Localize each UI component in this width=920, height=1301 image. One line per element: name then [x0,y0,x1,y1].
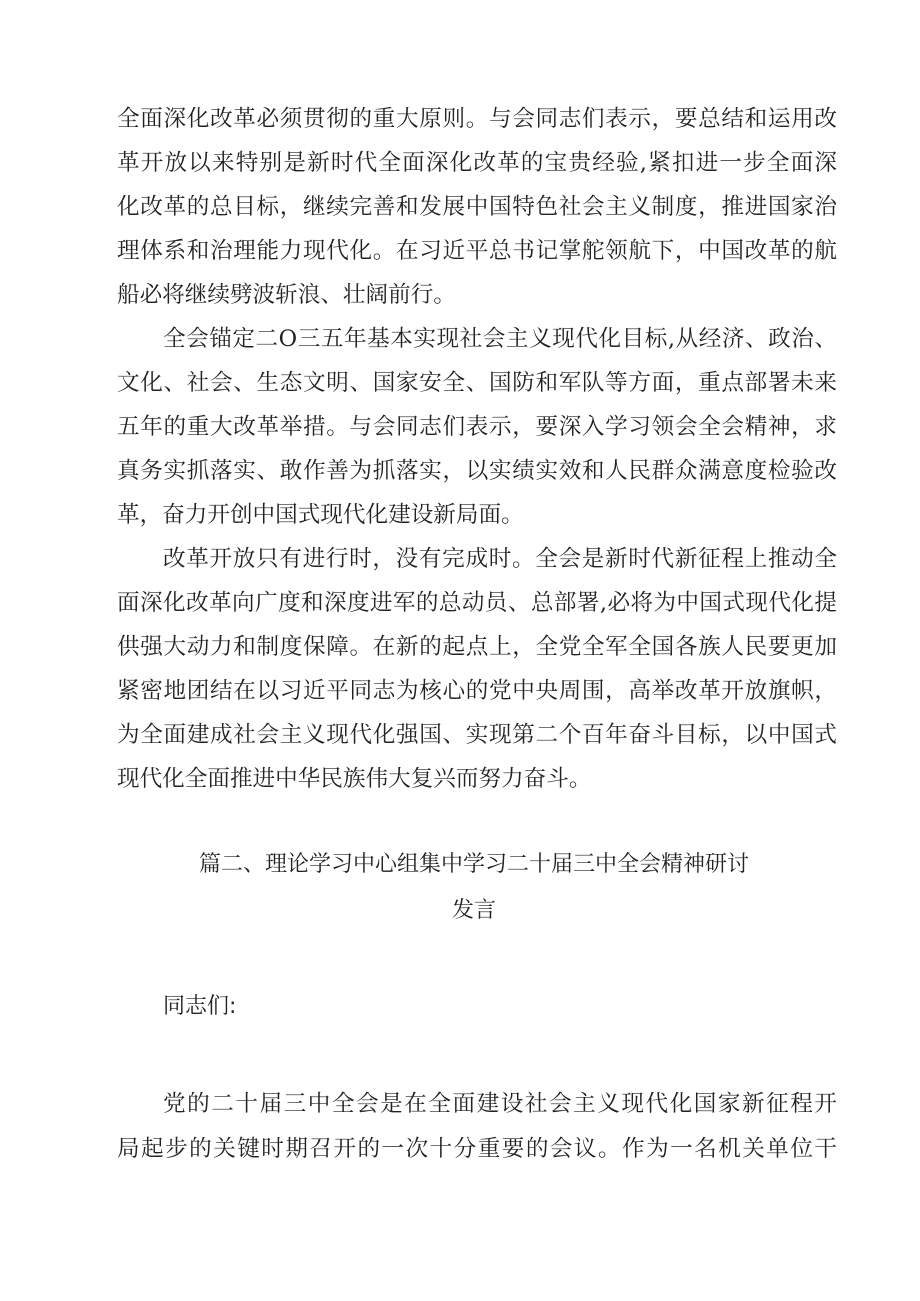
paragraph-3-line-5: 为全面建成社会主义现代化强国、实现第二个百年奋斗目标，以中国式 [117,722,837,748]
paragraph-2-line-4: 真务实抓落实、敢作善为抓落实，以实绩实效和人民群众满意度检验改 [117,458,837,484]
paragraph-4-line-1: 党的二十届三中全会是在全面建设社会主义现代化国家新征程开 [163,1091,837,1117]
paragraph-1-line-3: 化改革的总目标，继续完善和发展中国特色社会主义制度，推进国家治 [117,194,837,220]
paragraph-2-line-2: 文化、社会、生态文明、国家安全、国防和军队等方面，重点部署未来 [117,370,837,396]
paragraph-3-line-2: 面深化改革向广度和深度进军的总动员、总部署,必将为中国式现代化提 [117,590,837,616]
paragraph-1-line-5: 船必将继续劈波斩浪、壮阔前行。 [117,282,456,308]
paragraph-2-line-1: 全会锚定二O三五年基本实现社会主义现代化目标,从经济、政治、 [163,326,837,352]
section-heading-line-1: 篇二、理论学习中心组集中学习二十届三中全会精神研讨 [198,852,749,877]
paragraph-3-line-1: 改革开放只有进行时，没有完成时。全会是新时代新征程上推动全 [163,546,837,572]
paragraph-1-line-2: 革开放以来特别是新时代全面深化改革的宝贵经验,紧扣进一步全面深 [117,150,837,176]
paragraph-2-line-3: 五年的重大改革举措。与会同志们表示，要深入学习领会全会精神，求 [117,414,837,440]
paragraph-4-line-2: 局起步的关键时期召开的一次十分重要的会议。作为一名机关单位干 [117,1136,837,1162]
paragraph-1-line-4: 理体系和治理能力现代化。在习近平总书记掌舵领航下，中国改革的航 [117,238,837,264]
section-heading-line-2: 发言 [451,898,496,923]
salutation: 同志们: [163,994,237,1019]
paragraph-3-line-4: 紧密地团结在以习近平同志为核心的党中央周围，高举改革开放旗帜， [117,678,837,704]
paragraph-2-line-5: 革，奋力开创中国式现代化建设新局面。 [117,502,524,528]
paragraph-3-line-6: 现代化全面推进中华民族伟大复兴而努力奋斗。 [117,766,592,792]
paragraph-1-line-1: 全面深化改革必须贯彻的重大原则。与会同志们表示，要总结和运用改 [117,106,837,132]
paragraph-3-line-3: 供强大动力和制度保障。在新的起点上，全党全军全国各族人民要更加 [117,634,837,660]
